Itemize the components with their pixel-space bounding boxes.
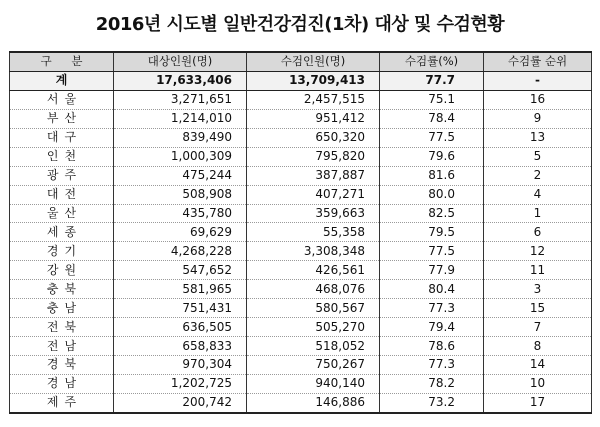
rank-cell: 11: [484, 261, 592, 280]
page-title: 2016년 시도별 일반건강검진(1차) 대상 및 수검현황: [95, 14, 505, 35]
rate-cell: 78.6: [380, 337, 484, 356]
rate-cell: 79.5: [380, 223, 484, 242]
table-row: [10, 299, 592, 318]
examinees-cell: 2,457,515: [247, 90, 380, 109]
rate-cell: 77.9: [380, 261, 484, 280]
targets-cell: 435,780: [114, 204, 247, 223]
region-cell: 대전: [10, 185, 114, 204]
table-row: [10, 280, 592, 299]
rank-cell: 9: [484, 109, 592, 128]
total-row: [10, 71, 592, 90]
rank-cell: 5: [484, 147, 592, 166]
table-row: [10, 204, 592, 223]
header-rate: 수검률(%): [380, 52, 484, 71]
rate-cell: 80.0: [380, 185, 484, 204]
targets-cell: 658,833: [114, 337, 247, 356]
total-rank: -: [484, 71, 592, 90]
targets-cell: 547,652: [114, 261, 247, 280]
table-body: [10, 71, 592, 412]
rank-cell: 3: [484, 280, 592, 299]
examinees-cell: 518,052: [247, 337, 380, 356]
region-cell: 강원: [10, 261, 114, 280]
rate-cell: 77.3: [380, 356, 484, 375]
region-cell: 제주: [10, 393, 114, 412]
rank-cell: 16: [484, 90, 592, 109]
screening-status-table: [9, 51, 592, 414]
targets-cell: 200,742: [114, 393, 247, 412]
table-row: [10, 223, 592, 242]
region-cell: 대구: [10, 128, 114, 147]
targets-cell: 970,304: [114, 356, 247, 375]
targets-cell: 69,629: [114, 223, 247, 242]
region-cell: 인천: [10, 147, 114, 166]
table-row: [10, 185, 592, 204]
rate-cell: 80.4: [380, 280, 484, 299]
table-row: [10, 90, 592, 109]
rate-cell: 73.2: [380, 393, 484, 412]
targets-cell: 4,268,228: [114, 242, 247, 261]
examinees-cell: 505,270: [247, 318, 380, 337]
targets-cell: 3,271,651: [114, 90, 247, 109]
rate-cell: 79.6: [380, 147, 484, 166]
examinees-cell: 359,663: [247, 204, 380, 223]
total-examinees: 13,709,413: [247, 71, 380, 90]
examinees-cell: 650,320: [247, 128, 380, 147]
rate-cell: 75.1: [380, 90, 484, 109]
table-row: [10, 109, 592, 128]
header-row: [10, 52, 592, 71]
targets-cell: 1,202,725: [114, 374, 247, 393]
table-row: [10, 147, 592, 166]
rate-cell: 82.5: [380, 204, 484, 223]
targets-cell: 581,965: [114, 280, 247, 299]
region-cell: 경북: [10, 356, 114, 375]
rate-cell: 78.2: [380, 374, 484, 393]
rate-cell: 78.4: [380, 109, 484, 128]
table-row: [10, 242, 592, 261]
targets-cell: 636,505: [114, 318, 247, 337]
rank-cell: 1: [484, 204, 592, 223]
table-row: [10, 166, 592, 185]
region-cell: 충남: [10, 299, 114, 318]
examinees-cell: 468,076: [247, 280, 380, 299]
targets-cell: 839,490: [114, 128, 247, 147]
region-cell: 전남: [10, 337, 114, 356]
total-label: 계: [10, 71, 114, 90]
examinees-cell: 940,140: [247, 374, 380, 393]
rate-cell: 79.4: [380, 318, 484, 337]
region-cell: 전북: [10, 318, 114, 337]
rank-cell: 8: [484, 337, 592, 356]
rank-cell: 4: [484, 185, 592, 204]
examinees-cell: 795,820: [247, 147, 380, 166]
examinees-cell: 3,308,348: [247, 242, 380, 261]
targets-cell: 475,244: [114, 166, 247, 185]
examinees-cell: 750,267: [247, 356, 380, 375]
rank-cell: 10: [484, 374, 592, 393]
region-cell: 서울: [10, 90, 114, 109]
rate-cell: 77.5: [380, 242, 484, 261]
targets-cell: 1,214,010: [114, 109, 247, 128]
rank-cell: 12: [484, 242, 592, 261]
header-examinees: 수검인원(명): [247, 52, 380, 71]
rank-cell: 17: [484, 393, 592, 412]
table-row: [10, 393, 592, 412]
targets-cell: 751,431: [114, 299, 247, 318]
region-cell: 경남: [10, 374, 114, 393]
total-targets: 17,633,406: [114, 71, 247, 90]
rate-cell: 77.3: [380, 299, 484, 318]
table-row: [10, 337, 592, 356]
rank-cell: 15: [484, 299, 592, 318]
rate-cell: 77.5: [380, 128, 484, 147]
table-row: [10, 128, 592, 147]
total-rate: 77.7: [380, 71, 484, 90]
examinees-cell: 387,887: [247, 166, 380, 185]
rate-cell: 81.6: [380, 166, 484, 185]
region-cell: 세종: [10, 223, 114, 242]
table-row: [10, 261, 592, 280]
rank-cell: 14: [484, 356, 592, 375]
table-row: [10, 374, 592, 393]
table-row: [10, 318, 592, 337]
header-region: 구 분: [10, 52, 114, 71]
region-cell: 경기: [10, 242, 114, 261]
targets-cell: 1,000,309: [114, 147, 247, 166]
examinees-cell: 407,271: [247, 185, 380, 204]
examinees-cell: 146,886: [247, 393, 380, 412]
targets-cell: 508,908: [114, 185, 247, 204]
table-row: [10, 356, 592, 375]
region-cell: 부산: [10, 109, 114, 128]
examinees-cell: 580,567: [247, 299, 380, 318]
examinees-cell: 951,412: [247, 109, 380, 128]
examinees-cell: 426,561: [247, 261, 380, 280]
table-header: [10, 52, 592, 71]
examinees-cell: 55,358: [247, 223, 380, 242]
region-cell: 광주: [10, 166, 114, 185]
rank-cell: 7: [484, 318, 592, 337]
rank-cell: 13: [484, 128, 592, 147]
rank-cell: 2: [484, 166, 592, 185]
region-cell: 충북: [10, 280, 114, 299]
rank-cell: 6: [484, 223, 592, 242]
header-targets: 대상인원(명): [114, 52, 247, 71]
region-cell: 울산: [10, 204, 114, 223]
header-rank: 수검률 순위: [484, 52, 592, 71]
